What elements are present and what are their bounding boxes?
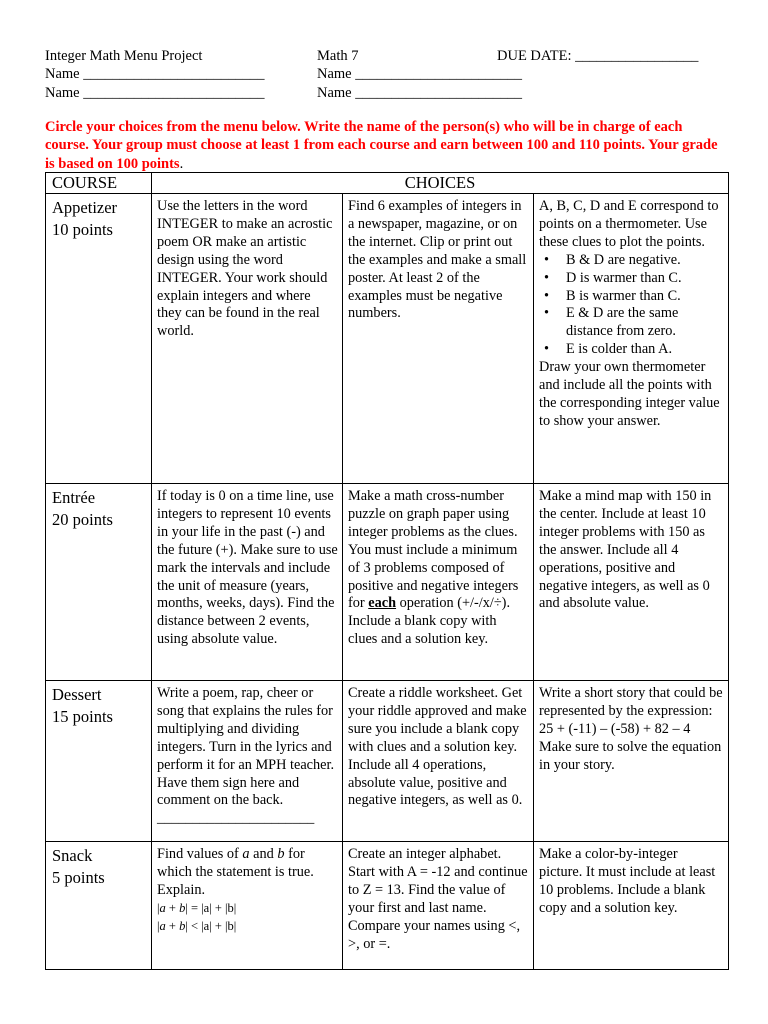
var-a: a [159, 900, 166, 915]
plus-sign: + [168, 918, 176, 933]
class-name: Math 7 [317, 48, 359, 64]
dessert-choice-1[interactable] [152, 681, 343, 842]
var-b: b [179, 918, 186, 933]
name-field-4[interactable]: Name _______________________ [317, 85, 522, 101]
instructions-period: . [179, 155, 184, 172]
choices-header: CHOICES [152, 173, 729, 194]
instructions [45, 118, 725, 173]
header-row [46, 173, 729, 194]
dessert-choice-2[interactable]: Create a riddle worksheet. Get your riddle approved and make sure you include a blank copy with clues and a solution key. Include all 4 operations, absolute value, positive and negative integers, as well as 0. [343, 681, 534, 842]
clue-item: • E is colder than A. [539, 341, 724, 359]
entree-choice-2-part2: operation (+/-/x/÷). Include a blank copy with clues and a solution key. [348, 595, 511, 648]
entree-choice-3[interactable]: Make a mind map with 150 in the center. Include at least 10 integer problems with 150 as the answer. Include all 4 operations, positive and negative integers, as well as 0 and absolute value. [534, 484, 729, 681]
entree-choice-2[interactable] [343, 484, 534, 681]
appetizer-points: 10 points [52, 220, 113, 239]
var-b: b [277, 846, 285, 862]
entree-choice-2-part1: Make a math cross-number puzzle on graph paper using integer problems as the clues. You must include a minimum of 3 problems composed of positive and negative integers for [348, 488, 519, 612]
name-field-1[interactable]: Name _________________________ [45, 66, 265, 82]
snack-row [46, 842, 729, 970]
clue-item: • B is warmer than C. [539, 288, 724, 306]
abs-bar: | [185, 918, 188, 933]
snack-text-pre: Find values of [157, 846, 239, 862]
snack-label: Snack [52, 846, 93, 865]
appetizer-choice-3-outro: Draw your own thermometer and include all the points with the corresponding integer value to show your answer. [539, 359, 720, 429]
dessert-course-cell [46, 681, 152, 842]
appetizer-label: Appetizer [52, 198, 118, 217]
appetizer-choice-3[interactable] [534, 194, 729, 484]
equation-1-rest: = |a| + |b| [190, 900, 237, 915]
abs-bar: | [185, 900, 188, 915]
equation-2-rest: < |a| + |b| [190, 918, 237, 933]
entree-label: Entrée [52, 488, 96, 507]
snack-text-post: for which the statement is true. Explain. [157, 846, 314, 898]
var-a: a [242, 846, 250, 862]
appetizer-choice-3-intro: A, B, C, D and E correspond to points on a thermometer. Use these clues to plot the points. [539, 198, 719, 250]
dessert-points: 15 points [52, 707, 113, 726]
var-a: a [159, 918, 166, 933]
abs-bar: | [157, 918, 160, 933]
equation-1 [157, 900, 338, 918]
expression: 25 + (-11) – (-58) + 82 – 4 [539, 720, 691, 737]
equation-2 [157, 918, 338, 936]
course-header: COURSE [46, 173, 152, 194]
dessert-row [46, 681, 729, 842]
clue-item: • B & D are negative. [539, 252, 724, 270]
instructions-text: Circle your choices from the menu below. Write the name of the person(s) who will be in charge of each course. Your group must choose at least 1 from each course and earn between 100 and 110 points. Your grade is based on 100 points [45, 119, 718, 172]
appetizer-row [46, 194, 729, 484]
entree-choice-1[interactable]: If today is 0 on a time line, use integers to represent 10 events in your life in the past (-) and the future (+). Make sure to use mark the intervals and include the unit of measure (years, months, weeks, days). Find the distance between 2 events, using absolute value. [152, 484, 343, 681]
project-title: Integer Math Menu Project [45, 48, 203, 64]
dessert-choice-1-text: Write a poem, rap, cheer or song that explains the rules for multiplying and dividing integers. Turn in the lyrics and perform it for an MPH teacher. Have them sign here and comment on the back. [157, 685, 335, 809]
dessert-label: Dessert [52, 685, 102, 704]
clue-item: • E & D are the same distance from zero. [539, 305, 724, 341]
name-field-3[interactable]: Name _________________________ [45, 85, 265, 101]
appetizer-choice-2[interactable]: Find 6 examples of integers in a newspaper, magazine, or on the internet. Clip or print out the examples and make a small poster. At least 2 of the examples must be negative numbers. [343, 194, 534, 484]
emphasis-each: each [368, 595, 397, 612]
entree-course-cell [46, 484, 152, 681]
snack-choice-1[interactable] [152, 842, 343, 970]
dessert-choice-3[interactable] [534, 681, 729, 842]
signature-line[interactable]: ______________________ [157, 810, 315, 827]
clue-list [539, 252, 724, 359]
appetizer-choice-1[interactable]: Use the letters in the word INTEGER to make an acrostic poem OR make an artistic design using the word INTEGER. Your work should explain integers and where they can be found in the real world. [152, 194, 343, 484]
name-field-2[interactable]: Name _______________________ [317, 66, 522, 82]
snack-choice-3[interactable]: Make a color-by-integer picture. It must include at least 10 problems. Include a blank copy and a solution key. [534, 842, 729, 970]
appetizer-course-cell [46, 194, 152, 484]
dessert-choice-3-intro: Write a short story that could be represented by the expression: [539, 685, 723, 719]
snack-course-cell [46, 842, 152, 970]
menu-table [45, 172, 729, 970]
snack-choice-2[interactable]: Create an integer alphabet. Start with A = -12 and continue to Z = 13. Find the value of your first and last name. Compare your names using <, >, or =. [343, 842, 534, 970]
var-b: b [179, 900, 186, 915]
snack-points: 5 points [52, 868, 105, 887]
dessert-choice-3-outro: Make sure to solve the equation in your story. [539, 738, 722, 773]
entree-points: 20 points [52, 510, 113, 529]
plus-sign: + [168, 900, 176, 915]
snack-text-and: and [253, 846, 274, 862]
entree-row [46, 484, 729, 681]
due-date-field[interactable]: DUE DATE: _________________ [497, 48, 699, 64]
abs-bar: | [157, 900, 160, 915]
clue-item: • D is warmer than C. [539, 270, 724, 288]
